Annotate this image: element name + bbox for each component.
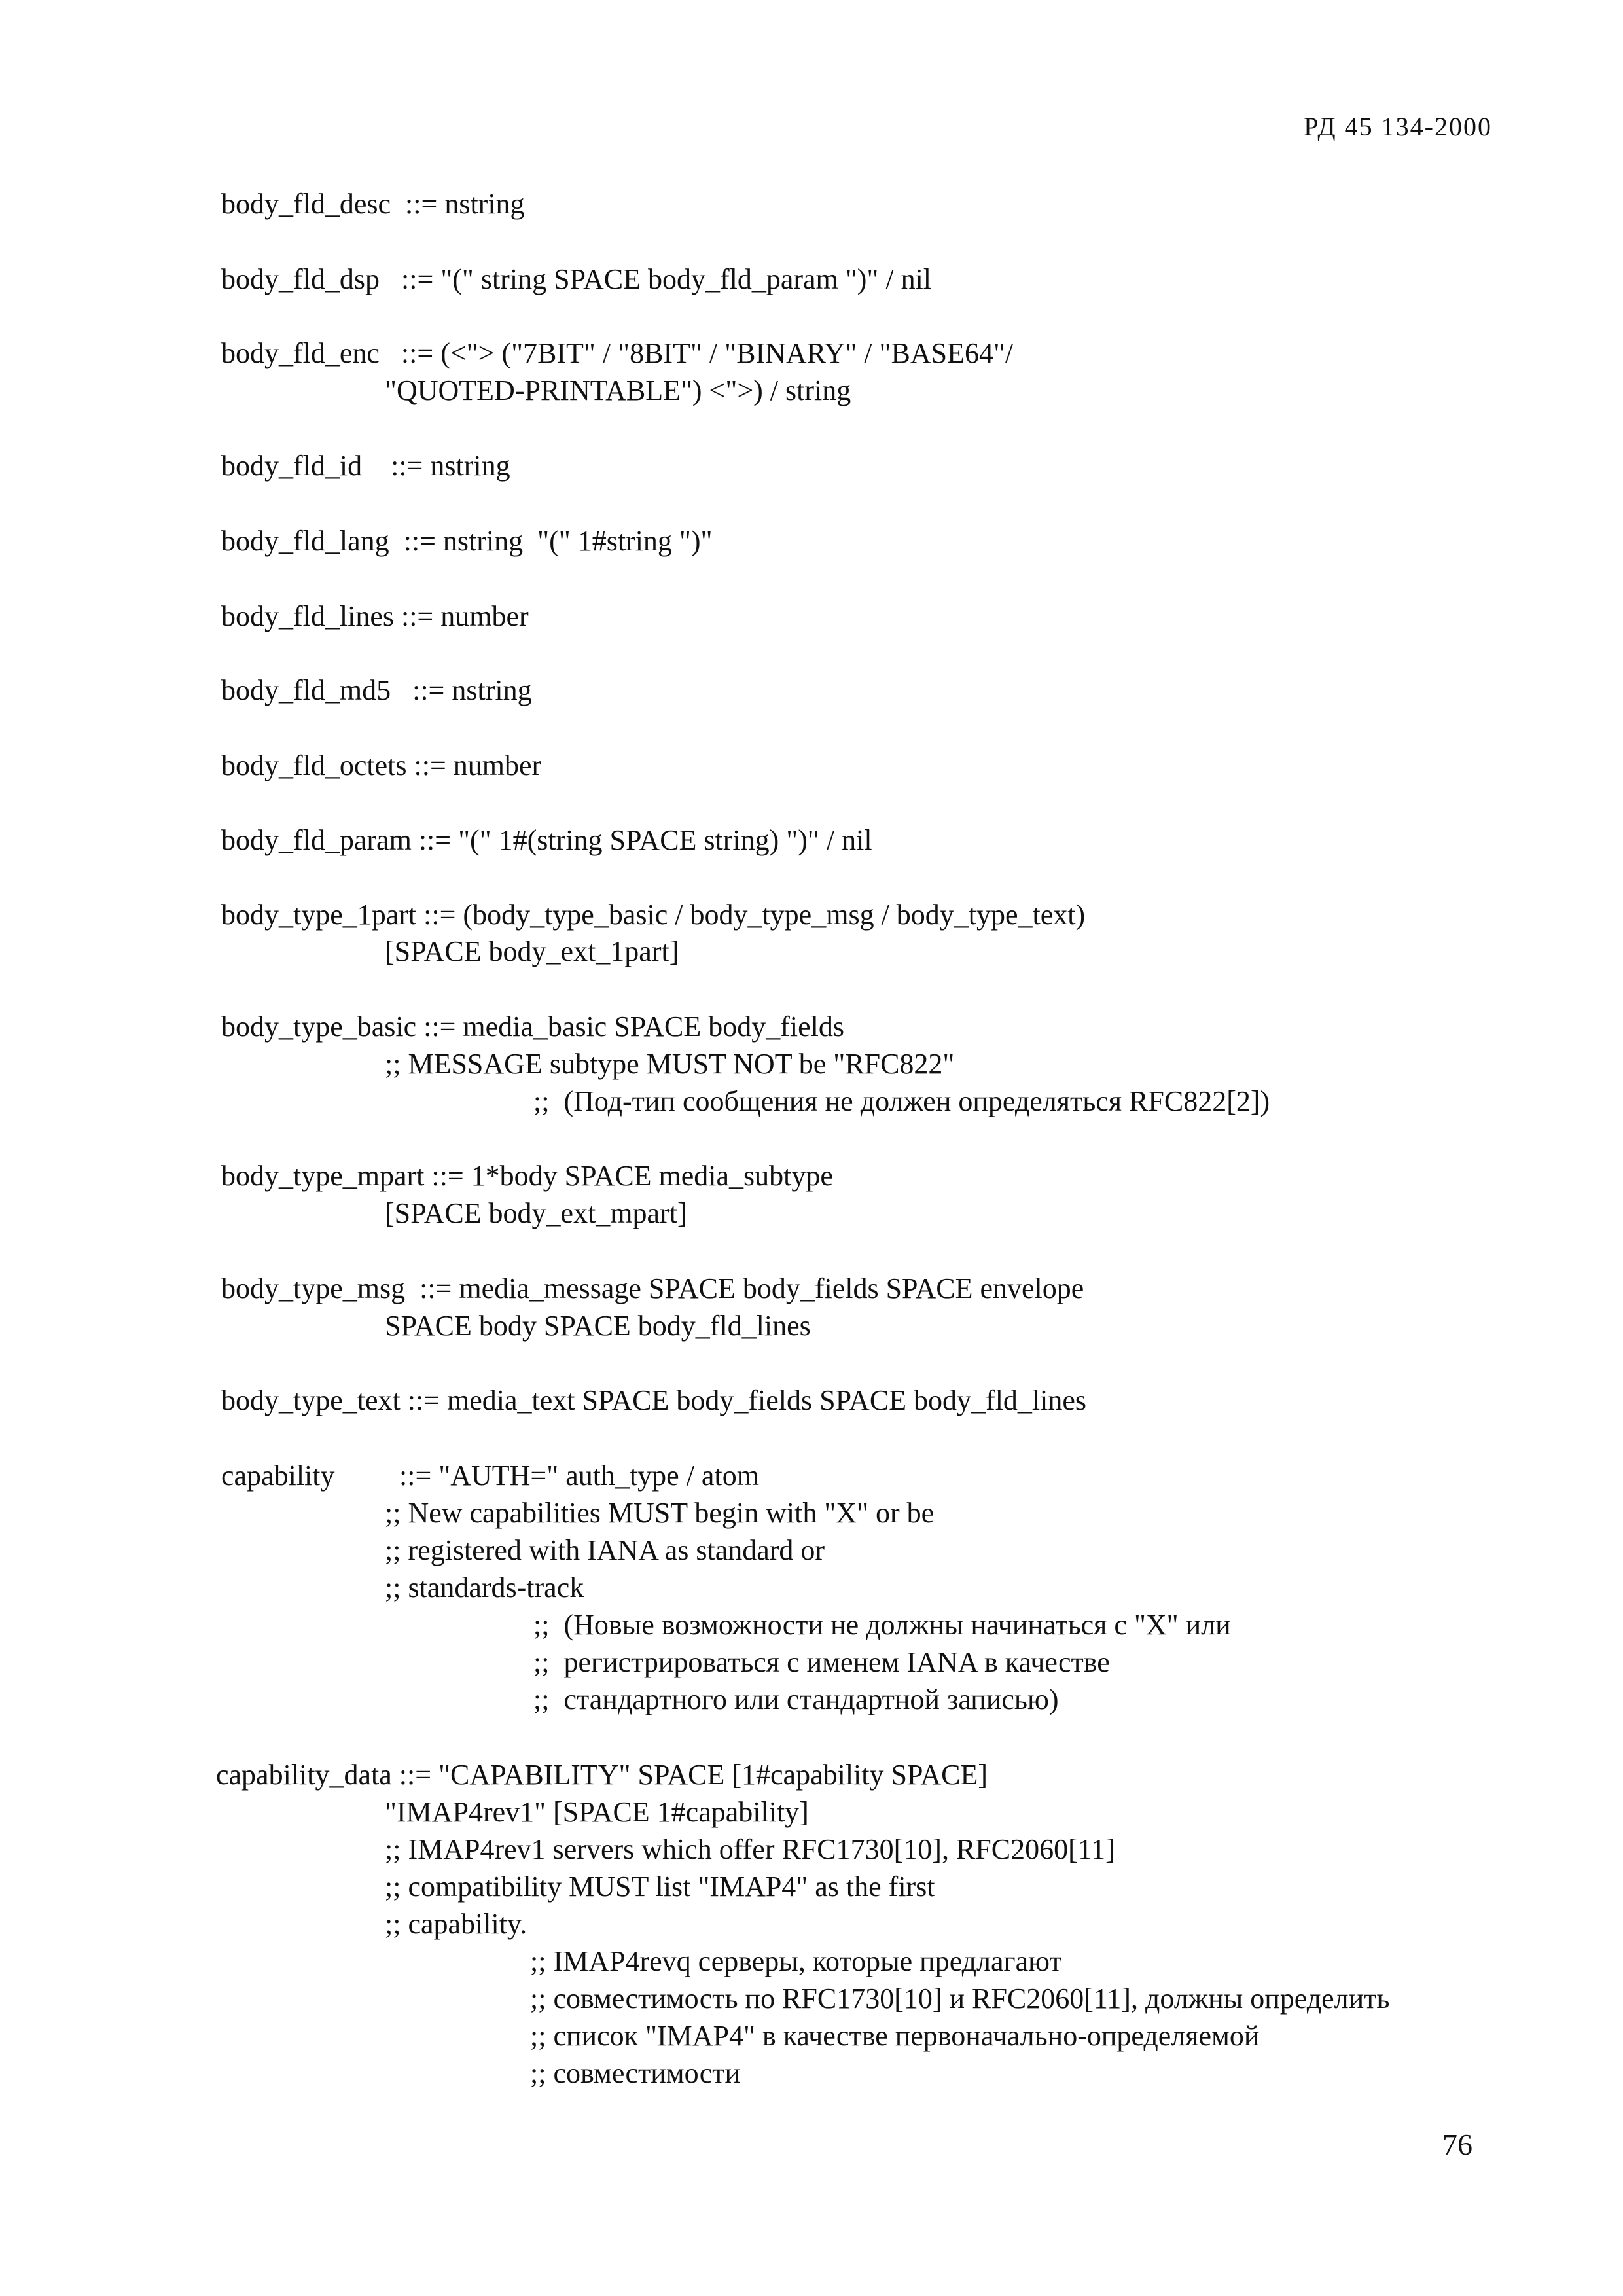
grammar-line: body_fld_param ::= "(" 1#(string SPACE string) ")" / nil — [221, 824, 872, 856]
grammar-line: "IMAP4rev1" [SPACE 1#capability] — [385, 1796, 809, 1828]
comment-line: ;; (Новые возможности не должны начинаться с "X" или — [533, 1609, 1231, 1641]
comment-line: ;; IMAP4revq серверы, которые предлагают — [530, 1945, 1062, 1977]
grammar-line: ::= "AUTH=" auth_type / atom — [399, 1460, 759, 1492]
grammar-line: body_fld_dsp ::= "(" string SPACE body_fld_param ")" / nil — [221, 263, 932, 295]
grammar-line: [SPACE body_ext_1part] — [385, 935, 679, 967]
grammar-line: SPACE body SPACE body_fld_lines — [385, 1310, 811, 1342]
comment-line: ;; capability. — [385, 1908, 527, 1940]
comment-line: ;; MESSAGE subtype MUST NOT be "RFC822" — [385, 1048, 955, 1080]
grammar-line: body_type_msg ::= media_message SPACE body_fields SPACE envelope — [221, 1272, 1084, 1304]
page-number: 76 — [1442, 2128, 1472, 2161]
comment-line: ;; compatibility MUST list "IMAP4" as the first — [385, 1871, 935, 1903]
grammar-line: [SPACE body_ext_mpart] — [385, 1197, 687, 1229]
grammar-line: capability_data ::= "CAPABILITY" SPACE [1#capability SPACE] — [216, 1759, 988, 1791]
grammar-line: body_fld_enc ::= (<"> ("7BIT" / "8BIT" / "BINARY" / "BASE64"/ — [221, 337, 1014, 369]
grammar-line: body_fld_md5 ::= nstring — [221, 674, 532, 706]
comment-line: ;; standards-track — [385, 1571, 584, 1604]
grammar-line: body_type_mpart ::= 1*body SPACE media_subtype — [221, 1160, 833, 1192]
grammar-line: body_type_text ::= media_text SPACE body_fields SPACE body_fld_lines — [221, 1384, 1087, 1416]
grammar-line: capability — [221, 1460, 335, 1492]
comment-line: ;; совместимости — [530, 2057, 741, 2089]
comment-line: ;; список "IMAP4" в качестве первоначально-определяемой — [530, 2020, 1260, 2052]
grammar-line: body_type_1part ::= (body_type_basic / body_type_msg / body_type_text) — [221, 899, 1086, 931]
grammar-line: body_type_basic ::= media_basic SPACE body_fields — [221, 1011, 844, 1043]
comment-line: ;; New capabilities MUST begin with "X" or be — [385, 1497, 935, 1529]
comment-line: ;; IMAP4rev1 servers which offer RFC1730[10], RFC2060[11] — [385, 1833, 1115, 1865]
comment-line: ;; стандартного или стандартной записью) — [533, 1683, 1059, 1715]
grammar-line: body_fld_octets ::= number — [221, 749, 542, 781]
grammar-line: body_fld_id ::= nstring — [221, 450, 510, 482]
grammar-line: body_fld_lines ::= number — [221, 600, 529, 632]
grammar-line: "QUOTED-PRINTABLE") <">) / string — [385, 374, 851, 406]
page-header: РД 45 134-2000 — [1304, 112, 1492, 141]
comment-line: ;; (Под-тип сообщения не должен определяться RFC822[2]) — [533, 1085, 1270, 1117]
comment-line: ;; совместимость по RFC1730[10] и RFC2060[11], должны определить — [530, 1982, 1390, 2015]
grammar-line: body_fld_lang ::= nstring "(" 1#string ")" — [221, 525, 713, 557]
grammar-line: body_fld_desc ::= nstring — [221, 188, 525, 220]
comment-line: ;; registered with IANA as standard or — [385, 1534, 825, 1566]
comment-line: ;; регистрироваться с именем IANA в качестве — [533, 1646, 1110, 1678]
